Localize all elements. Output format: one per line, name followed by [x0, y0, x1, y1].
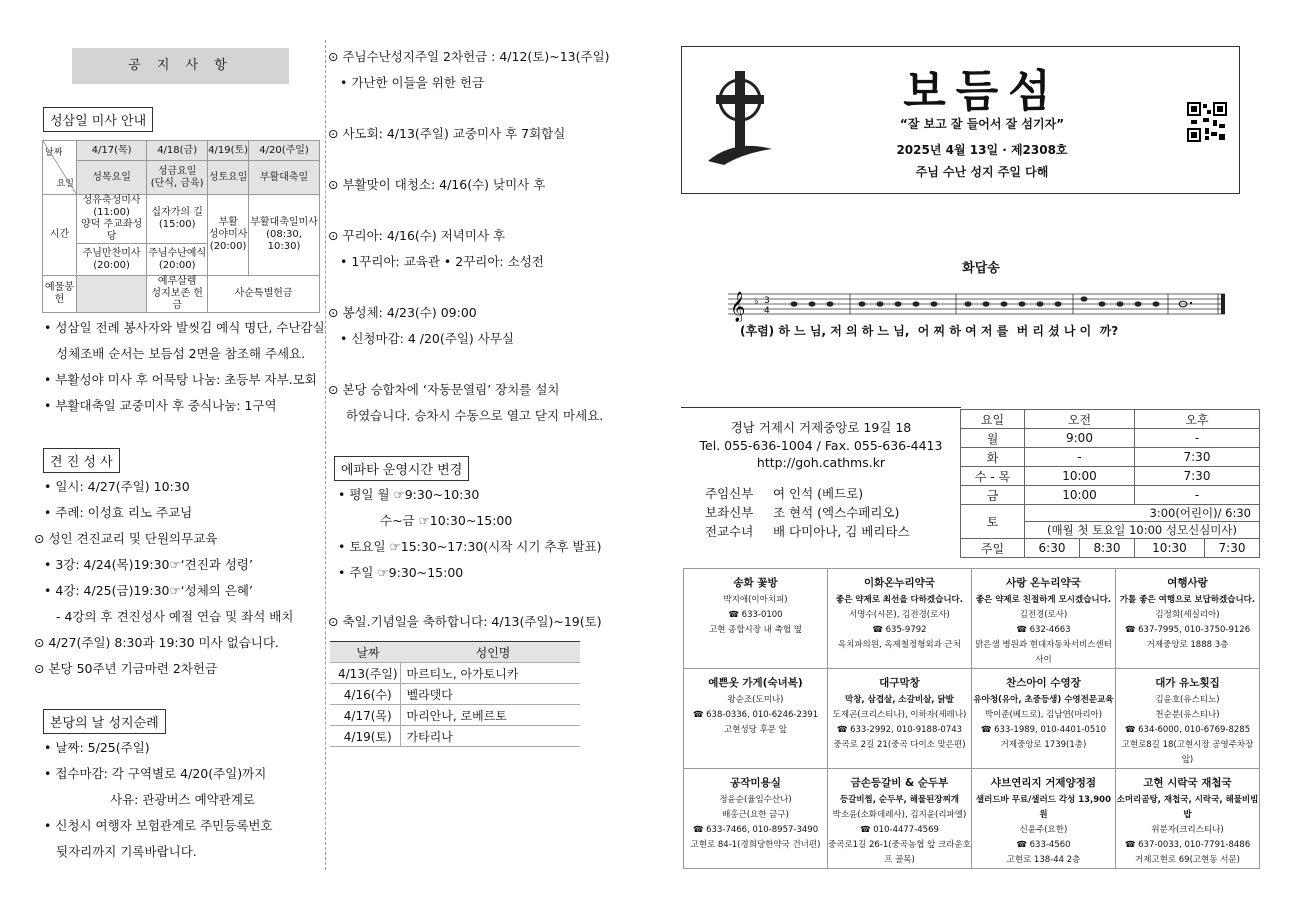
- confirmation-line: ⊙ 본당 50주년 기금마련 2차헌금: [34, 661, 218, 676]
- ad-cell: 대구막창 막창, 삼겹살, 소갈비살, 닭발 도제곤(크리스티나), 이하자(세레나) ☎ 633-2992, 010-9188-0743 중곡로 2길 21(중곡 다이소 맞은편): [827, 669, 971, 769]
- notice-line: • 가난한 이들을 위한 헌금: [340, 75, 485, 90]
- ephata-section: [338, 482, 602, 586]
- ad-cell: 사랑 온누리약국 좋은 약제로 친절하게 모시겠습니다. 김전경(로사) ☎ 632-4663 맑은샘 병원과 현대자동차서비스센터 사이: [971, 569, 1115, 669]
- table-row: 4/17(목) 마리안나, 로베르토: [330, 705, 580, 726]
- parish-address: 경남 거제시 거제중앙로 19길 18: [730, 420, 912, 435]
- feast-table: [330, 641, 580, 747]
- confirmation-line: • 주례: 이성효 리노 주교님: [44, 505, 193, 520]
- notice-line: • 1꾸리아: 교육관 • 2꾸리아: 소성전: [340, 254, 544, 269]
- confirmation-line: • 3강: 4/24(목)19:30☞‘견진과 성령’: [44, 557, 253, 572]
- masthead-title: 보듬섬: [903, 66, 1061, 117]
- feast-col-date: 날짜: [330, 642, 400, 663]
- date-sat: 4/19(토): [208, 141, 249, 161]
- holy-week-table: [42, 140, 320, 313]
- parish-staff: [681, 484, 961, 541]
- svg-text:4: 4: [764, 306, 770, 316]
- notice-line: ⊙ 꾸리아: 4/16(수) 저녁미사 후: [328, 228, 506, 243]
- staff-row: 보좌신부 조 현석 (엑스수페리오): [705, 505, 900, 520]
- parish-tel: Tel. 055-636-1004 / Fax. 055-636-4413: [699, 438, 943, 453]
- psalm-title: 화답송: [962, 261, 1000, 276]
- confirmation-line: ⊙ 성인 견진교리 및 단원의무교육: [34, 531, 218, 546]
- confirmation-section: [34, 474, 293, 682]
- ad-cell: 예쁜옷 가게(숙녀복) 왕순조(도미나) ☎ 638-0336, 010-6246-2391 고현성당 후문 앞: [684, 669, 828, 769]
- svg-text:♭: ♭: [754, 296, 759, 307]
- psalm-lyrics: (후렴) 하 느 님, 저 의 하 느 님, 어 찌 하 여 저 를 버 리 셨 나 이 까?: [740, 324, 1119, 338]
- parish-url[interactable]: http://goh.cathms.kr: [756, 455, 886, 470]
- table-row: 금 10:00 -: [961, 486, 1260, 505]
- feast-col-name: 성인명: [400, 642, 580, 663]
- column-divider: [325, 40, 326, 870]
- pilgrimage-line: • 접수마감: 각 구역별로 4/20(주일)까지: [44, 766, 267, 781]
- confirmation-heading: 견 진 성 사: [43, 448, 120, 473]
- holy-week-heading: 성삼일 미사 안내: [43, 107, 153, 132]
- confirmation-line: ⊙ 4/27(주일) 8:30과 19:30 미사 없습니다.: [34, 635, 279, 650]
- confirmation-line: - 4강의 후 견진성사 예절 연습 및 좌석 배치: [56, 609, 294, 624]
- notice-line: ⊙ 봉성체: 4/23(수) 09:00: [328, 305, 477, 320]
- thu-offering: [77, 276, 147, 313]
- table-row: 수 - 목 10:00 7:30: [961, 467, 1260, 486]
- svg-text:𝄞: 𝄞: [730, 292, 746, 322]
- masthead-date: 2025년 4월 13일 · 제2308호: [896, 143, 1068, 157]
- notices-column-2: [328, 44, 610, 429]
- mass-head-am: 오전: [1025, 410, 1135, 429]
- notice-line: • 신청마감: 4 /20(주일) 사무실: [340, 331, 514, 346]
- music-staff-icon: [728, 282, 1228, 322]
- business-ads: [683, 568, 1260, 869]
- ad-cell: 공작미용실 정윤순(율임수산나) 배홍근(요한 금구) ☎ 633-7466, 010-8957-3490 고현로 84-1(경희당한약국 건너편): [684, 769, 828, 869]
- ad-cell: 송화 꽃방 박지애(이아치피) ☎ 633-0100 고현 종합시장 내 축협 옆: [684, 569, 828, 669]
- qr-code-icon: [1187, 102, 1227, 142]
- corner-cell: 날짜 요일: [43, 141, 77, 195]
- table-row: 화 - 7:30: [961, 448, 1260, 467]
- mass-head-pm: 오후: [1134, 410, 1259, 429]
- masthead: [681, 46, 1240, 194]
- notice-title: 공 지 사 항: [72, 48, 289, 84]
- sun-offering: 사순특별헌금: [208, 276, 320, 313]
- fri-offering: 예루살렘 성지보존 헌금: [147, 276, 208, 313]
- table-row: 월 9:00 -: [961, 429, 1260, 448]
- table-row: 토 3:00(어린이)/ 6:30: [961, 505, 1260, 522]
- holy-week-notes: [44, 315, 325, 419]
- ephata-line: • 평일 월 ☞9:30~10:30: [338, 487, 480, 502]
- cross-logo-icon: [704, 69, 776, 173]
- day-sun: 부활대축일: [249, 161, 320, 195]
- pilgrimage-line: • 신청시 여행자 보험관계로 주민등록번호: [44, 818, 273, 833]
- ephata-line: • 토요일 ☞15:30~17:30(시작 시기 추후 발표): [338, 539, 602, 554]
- notice-line: ⊙ 주님수난성지주일 2차헌금 : 4/12(토)~13(주일): [328, 49, 610, 64]
- table-row: 4/16(수) 벨라뎃다: [330, 684, 580, 705]
- notice-line: ⊙ 본당 승합차에 ‘자동문열림’ 장치를 설치: [328, 382, 560, 397]
- sun-easter-mass: 부활대축일미사 (08:30, 10:30): [249, 195, 320, 276]
- ephata-heading: 에파타 운영시간 변경: [334, 456, 469, 481]
- fri-way-of-cross: 십자가의 길 (15:00): [147, 195, 208, 244]
- staff-row: 전교수녀 배 다미아나, 김 베리타스: [705, 524, 910, 539]
- ad-cell: 샤브연리지 거제양정점 샐러드바 무료/샐러드 각성 13,900원 신윤주(요한) ☎ 633-4560 고현로 138-44 2층: [971, 769, 1115, 869]
- notice-line: ⊙ 사도회: 4/13(주일) 교중미사 후 7회합실: [328, 126, 566, 141]
- ad-cell: 고현 시락국 재첩국 소머리곰탕, 재첩국, 시락국, 해물비빔밥 위분자(크리스티나) ☎ 637-0033, 010-7791-8486 거제고현로 69(고현동 서문): [1115, 769, 1259, 869]
- notice-line: 하였습니다. 승차시 수동으로 열고 닫지 마세요.: [346, 408, 604, 423]
- pilgrimage-line: 뒷자리까지 기록바랍니다.: [56, 844, 197, 859]
- day-fri: 성금요일 (단식, 금육): [147, 161, 208, 195]
- sat-note: (매월 첫 토요일 10:00 성모신심미사): [1025, 522, 1260, 539]
- table-row: 4/19(토) 가타리나: [330, 726, 580, 747]
- svg-text:3: 3: [764, 296, 770, 306]
- ad-cell: 이화온누리약국 좋은 약제로 최선을 다하겠습니다. 서명수(시몬), 김전경(로사) ☎ 635-9792 옥치파의원, 옥제철정형외과 근처: [827, 569, 971, 669]
- offering-label: 예물봉헌: [43, 276, 77, 313]
- time-label: 시간: [43, 195, 77, 276]
- thu-supper-mass: 주님만찬미사 (20:00): [77, 244, 147, 276]
- table-row: 주일 6:30 8:30 10:30 7:30: [961, 539, 1260, 558]
- ad-cell: 여행사랑 가톨 좋은 여행으로 보답하겠습니다. 김정희(세실리아) ☎ 637-7995, 010-3750-9126 거제중앙로 1888 3층: [1115, 569, 1259, 669]
- note-line: 성체조배 순서는 보듬섬 2면을 참조해 주세요.: [56, 346, 306, 361]
- table-row: 4/13(주일) 마르티노, 아가토니카: [330, 663, 580, 684]
- date-fri: 4/18(금): [147, 141, 208, 161]
- confirmation-line: • 4강: 4/25(금)19:30☞‘성체의 은혜’: [44, 583, 253, 598]
- mass-head-day: 요일: [961, 410, 1025, 429]
- ephata-line: • 주일 ☞9:30~15:00: [338, 565, 464, 580]
- pilgrimage-section: [44, 735, 273, 865]
- ad-cell: 대가 유노횟집 김윤호(유스티노) 천순분(유스티나) ☎ 634-6000, 010-6769-8285 고현로8길 18(고현시장 공영주차장 앞): [1115, 669, 1259, 769]
- day-thu: 성목요일: [77, 161, 147, 195]
- note-line: • 성삼일 전례 봉사자와 발씻김 예식 명단, 수난감실: [44, 320, 325, 335]
- ad-cell: 찬스아이 수영장 유아청(유아, 초중등생) 수영전문교육 박이준(베드로), 김남연(마리아) ☎ 633-1989, 010-4401-0510 거제중앙로 1739(1층): [971, 669, 1115, 769]
- ad-cell: 금손등갈비 & 순두부 등갈비찜, 순두부, 해물된장찌개 박소윤(소화데레사), 김지윤(리파엘) ☎ 010-4477-4569 중곡로1길 26-1(중곡농협 앞 크라운호프 골목): [827, 769, 971, 869]
- feast-heading: ⊙ 축일.기념일을 축하합니다: 4/13(주일)~19(토): [328, 614, 602, 629]
- thu-chrism-mass: 성유축성미사 (11:00) 양덕 주교좌성당: [77, 195, 147, 244]
- confirmation-line: • 일시: 4/27(주일) 10:30: [44, 479, 190, 494]
- fri-passion: 주님수난예식 (20:00): [147, 244, 208, 276]
- staff-row: 주임신부 여 인석 (베드로): [705, 486, 864, 501]
- sat-vigil: 부활 성야미사 (20:00): [208, 195, 249, 276]
- day-sat: 성토요일: [208, 161, 249, 195]
- parish-info: [681, 407, 961, 563]
- mass-schedule-table: [960, 409, 1260, 558]
- date-thu: 4/17(목): [77, 141, 147, 161]
- note-line: • 부활성야 미사 후 어묵탕 나눔: 초등부 자부.모회: [44, 372, 317, 387]
- masthead-sunday: 주님 수난 성지 주일 다해: [915, 165, 1049, 179]
- notice-line: ⊙ 부활맞이 대청소: 4/16(수) 낮미사 후: [328, 177, 546, 192]
- ephata-line: 수~금 ☞10:30~15:00: [380, 513, 513, 528]
- masthead-motto: “잘 보고 잘 들어서 잘 섬기자”: [899, 117, 1065, 131]
- date-sun: 4/20(주일): [249, 141, 320, 161]
- pilgrimage-heading: 본당의 날 성지순례: [43, 709, 166, 734]
- pilgrimage-line: 사유: 관광버스 예약관계로: [110, 792, 255, 807]
- note-line: • 부활대축일 교중미사 후 중식나눔: 1구역: [44, 398, 277, 413]
- pilgrimage-line: • 날짜: 5/25(주일): [44, 740, 150, 755]
